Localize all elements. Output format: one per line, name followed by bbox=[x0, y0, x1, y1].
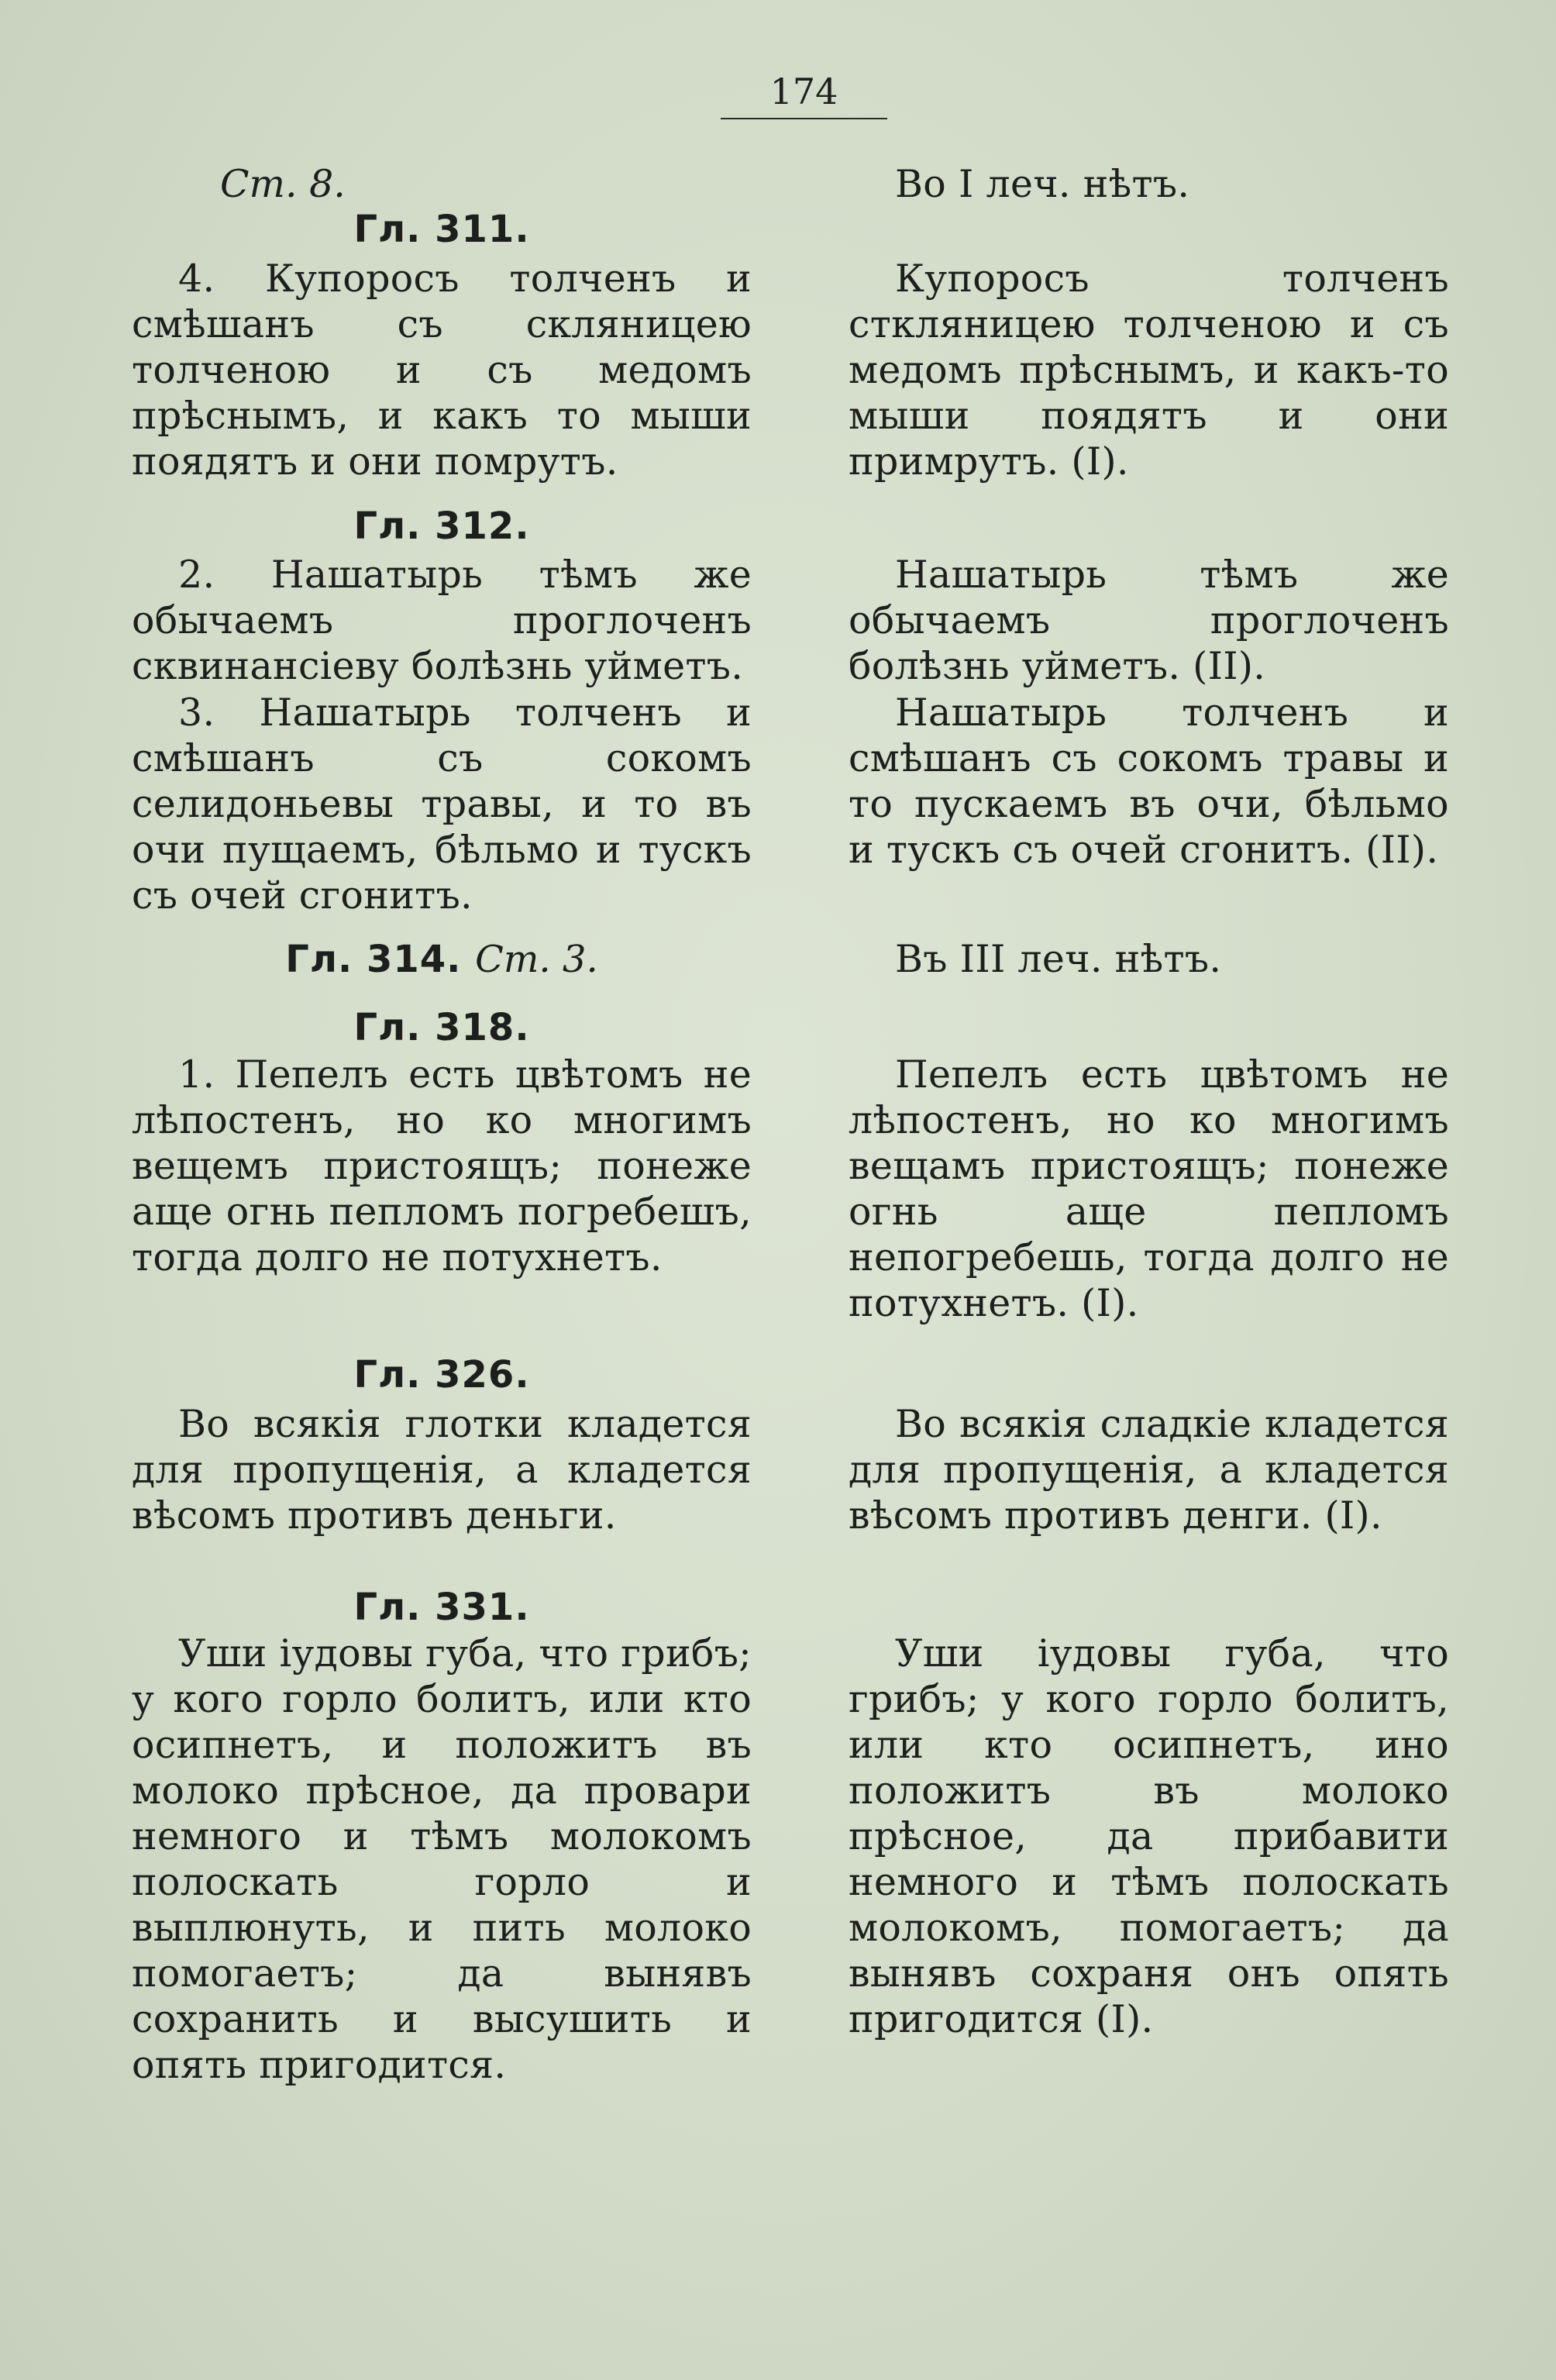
heading-gl-312: Гл. 312. bbox=[353, 505, 530, 548]
note-no-third-lechebnik: Въ III леч. нѣтъ. bbox=[895, 937, 1222, 981]
reference-st3: Ст. 3. bbox=[475, 938, 598, 981]
variant-312-2: Нашатырь тѣмъ же обычаемъ проглоченъ болѣзнь уйметъ. (II). bbox=[849, 553, 1449, 688]
heading-gl-311: Гл. 311. bbox=[353, 208, 530, 251]
paragraph-318: 1. Пепелъ есть цвѣтомъ не лѣпостенъ, но ко многимъ вещемъ пристоящъ; понеже аще огнь пепломъ погребешъ, тогда долго не потухнетъ. bbox=[132, 1052, 752, 1280]
heading-gl-331: Гл. 331. bbox=[353, 1586, 530, 1629]
variant-326: Во всякія сладкіе кладется для пропущенія, а кладется вѣсомъ противъ денги. (I). bbox=[849, 1402, 1449, 1538]
paragraph-331: Уши іудовы губа, что грибъ; у кого горло болитъ, или кто осипнетъ, и положитъ въ молоко прѣсное, да провари немного и тѣмъ молокомъ полоскать горло и выплюнуть, и пить молоко помогаетъ; да вынявъ сохранить и высушить и опять пригодится. bbox=[132, 1631, 752, 2087]
reference-st8: Ст. 8. bbox=[220, 162, 346, 206]
paragraph-311: 4. Купоросъ толченъ и смѣшанъ съ скляницею толченою и съ медомъ прѣснымъ, и какъ то мыши поядятъ и они помрутъ. bbox=[132, 257, 752, 484]
paragraph-312-2: 2. Нашатырь тѣмъ же обычаемъ проглоченъ сквинансіеву болѣзнь уйметъ. bbox=[132, 553, 752, 688]
heading-gl-326: Гл. 326. bbox=[353, 1353, 530, 1397]
variant-318: Пепелъ есть цвѣтомъ не лѣпостенъ, но ко многимъ вещамъ пристоящъ; понеже огнь аще пепломъ непогребешь, тогда долго не потухнетъ. (I). bbox=[849, 1052, 1449, 1325]
heading-gl-314 bbox=[132, 936, 752, 983]
paragraph-312-3: 3. Нашатырь толченъ и смѣшанъ съ сокомъ селидоньевы травы, и то въ очи пущаемъ, бѣльмо и тускъ съ очей сгонитъ. bbox=[132, 691, 752, 918]
note-no-first-lechebnik: Во I леч. нѣтъ. bbox=[895, 162, 1190, 206]
heading-gl-314-number: Гл. 314. bbox=[285, 938, 462, 981]
heading-gl-318: Гл. 318. bbox=[353, 1006, 530, 1049]
paragraph-326: Во всякія глотки кладется для пропущенія, а кладется вѣсомъ противъ деньги. bbox=[132, 1402, 752, 1538]
page-number: 174 bbox=[721, 68, 887, 119]
variant-331: Уши іудовы губа, что грибъ; у кого горло болитъ, или кто осипнетъ, ино положитъ въ молоко прѣсное, да прибавити немного и тѣмъ полоскать молокомъ, помогаетъ; да вынявъ сохраня онъ опять пригодится (I). bbox=[849, 1631, 1449, 2041]
variant-311: Купоросъ толченъ сткляницею толченою и съ медомъ прѣснымъ, и какъ-то мыши поядятъ и они примрутъ. (I). bbox=[849, 257, 1449, 484]
variant-312-3: Нашатырь толченъ и смѣшанъ съ сокомъ травы и то пускаемъ въ очи, бѣльмо и тускъ съ очей сгонитъ. (II). bbox=[849, 691, 1449, 872]
